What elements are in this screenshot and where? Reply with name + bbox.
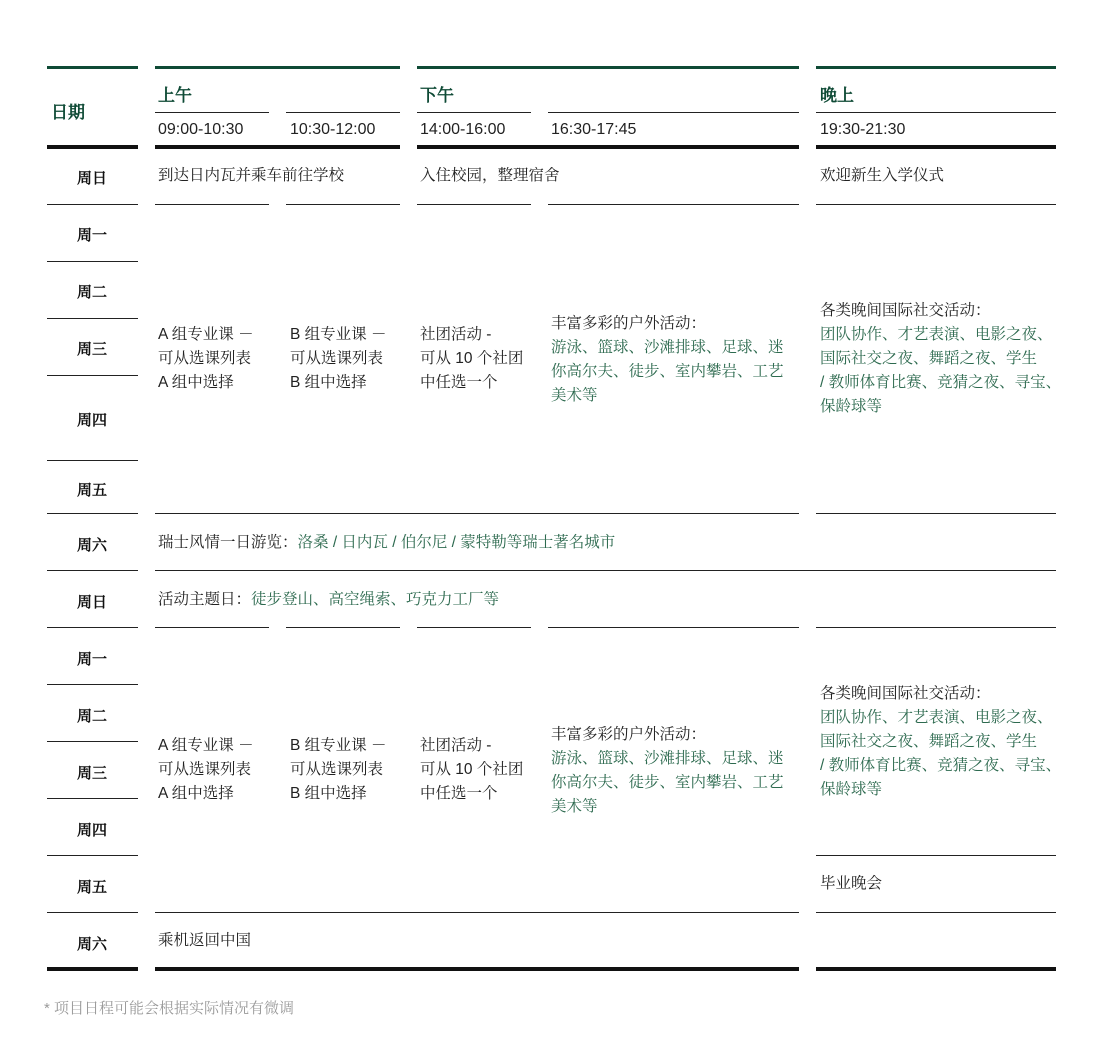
row-rule <box>47 912 138 913</box>
theme-day-cell: 活动主题日：徒步登山、高空绳索、巧克力工厂等 <box>158 591 500 608</box>
evening-social-cell: 各类晚间国际社交活动： 团队协作、才艺表演、电影之夜、 国际社交之夜、舞蹈之夜、学生 / 教师体育比赛、竞猜之夜、寻宝、 保龄球等 <box>820 302 1062 415</box>
table-bottom-rule <box>816 967 1056 971</box>
row-rule <box>816 912 1056 913</box>
course-a-cell: A 组专业课 － 可从选课列表 A 组中选择 <box>158 326 254 391</box>
evening-social-cell: 各类晚间国际社交活动： 团队协作、才艺表演、电影之夜、 国际社交之夜、舞蹈之夜、学生 / 教师体育比赛、竞猜之夜、寻宝、 保龄球等 <box>820 685 1062 798</box>
day-label: 周三 <box>76 765 107 782</box>
row-rule <box>47 204 138 205</box>
header-bottom-rule <box>417 145 799 149</box>
row-rule <box>548 204 799 205</box>
row-rule <box>47 261 138 262</box>
subheader-rule <box>155 112 269 113</box>
day-label: 周五 <box>76 482 107 499</box>
day-label: 周日 <box>76 170 107 187</box>
row-rule <box>417 204 531 205</box>
check-in-cell: 入住校园，整理宿舍 <box>420 167 560 184</box>
afternoon-header: 下午 <box>420 86 454 105</box>
row-rule <box>417 627 531 628</box>
evening-header: 晚上 <box>820 86 854 105</box>
time-slot-3: 14:00-16:00 <box>420 121 506 138</box>
header-rule-morning <box>155 66 400 69</box>
footnote: * 项目日程可能会根据实际情况有微调 <box>44 1000 295 1017</box>
header-bottom-rule <box>816 145 1056 149</box>
time-slot-2: 10:30-12:00 <box>290 121 376 138</box>
day-label: 周二 <box>76 708 107 725</box>
day-label: 周六 <box>76 537 107 554</box>
day-label: 周三 <box>76 341 107 358</box>
row-rule <box>47 627 138 628</box>
day-label: 周一 <box>76 227 107 244</box>
day-label: 周四 <box>76 412 107 429</box>
outdoor-activity-cell: 丰富多彩的户外活动： 游泳、篮球、沙滩排球、足球、迷 你高尔夫、徒步、室内攀岩、工艺 美术等 <box>551 726 784 815</box>
row-rule <box>47 318 138 319</box>
row-rule <box>155 570 1056 571</box>
club-activity-cell: 社团活动 - 可从 10 个社团 中任选一个 <box>420 737 524 802</box>
club-activity-cell: 社团活动 - 可从 10 个社团 中任选一个 <box>420 326 524 391</box>
day-label: 周二 <box>76 284 107 301</box>
time-slot-5: 19:30-21:30 <box>820 121 906 138</box>
row-rule <box>47 570 138 571</box>
header-rule-afternoon <box>417 66 799 69</box>
course-b-cell: B 组专业课 － 可从选课列表 B 组中选择 <box>290 326 387 391</box>
saturday-tour-cell: 瑞士风情一日游览：洛桑 / 日内瓦 / 伯尔尼 / 蒙特勒等瑞士著名城市 <box>158 534 616 551</box>
row-rule <box>548 627 799 628</box>
row-rule <box>286 627 400 628</box>
welcome-ceremony-cell: 欢迎新生入学仪式 <box>820 167 945 184</box>
date-header: 日期 <box>51 103 85 122</box>
row-rule <box>816 627 1056 628</box>
course-b-cell: B 组专业课 － 可从选课列表 B 组中选择 <box>290 737 387 802</box>
outdoor-activity-cell: 丰富多彩的户外活动： 游泳、篮球、沙滩排球、足球、迷 你高尔夫、徒步、室内攀岩、工艺 美术等 <box>551 315 784 404</box>
day-label: 周五 <box>76 879 107 896</box>
row-rule <box>47 798 138 799</box>
row-rule <box>47 855 138 856</box>
day-label: 周日 <box>76 594 107 611</box>
subheader-rule <box>548 112 799 113</box>
row-rule <box>286 204 400 205</box>
row-rule <box>816 204 1056 205</box>
time-slot-1: 09:00-10:30 <box>158 121 244 138</box>
row-rule <box>155 204 269 205</box>
header-bottom-rule <box>155 145 400 149</box>
table-bottom-rule <box>47 967 138 971</box>
row-rule <box>47 375 138 376</box>
row-rule <box>155 912 799 913</box>
course-a-cell: A 组专业课 － 可从选课列表 A 组中选择 <box>158 737 254 802</box>
row-rule <box>47 741 138 742</box>
day-label: 周四 <box>76 822 107 839</box>
arrival-cell: 到达日内瓦并乘车前往学校 <box>158 167 345 184</box>
row-rule <box>816 855 1056 856</box>
header-rule-evening <box>816 66 1056 69</box>
header-rule-date <box>47 66 138 69</box>
subheader-rule <box>417 112 531 113</box>
return-flight-cell: 乘机返回中国 <box>158 932 252 949</box>
row-rule <box>47 460 138 461</box>
row-rule <box>155 627 269 628</box>
day-label: 周六 <box>76 936 107 953</box>
header-bottom-rule <box>47 145 138 149</box>
table-bottom-rule <box>155 967 799 971</box>
row-rule <box>155 513 799 514</box>
graduation-party-cell: 毕业晚会 <box>820 875 883 892</box>
subheader-rule <box>816 112 1056 113</box>
row-rule <box>47 684 138 685</box>
day-label: 周一 <box>76 651 107 668</box>
time-slot-4: 16:30-17:45 <box>551 121 637 138</box>
subheader-rule <box>286 112 400 113</box>
row-rule <box>47 513 138 514</box>
morning-header: 上午 <box>158 86 192 105</box>
row-rule <box>816 513 1056 514</box>
